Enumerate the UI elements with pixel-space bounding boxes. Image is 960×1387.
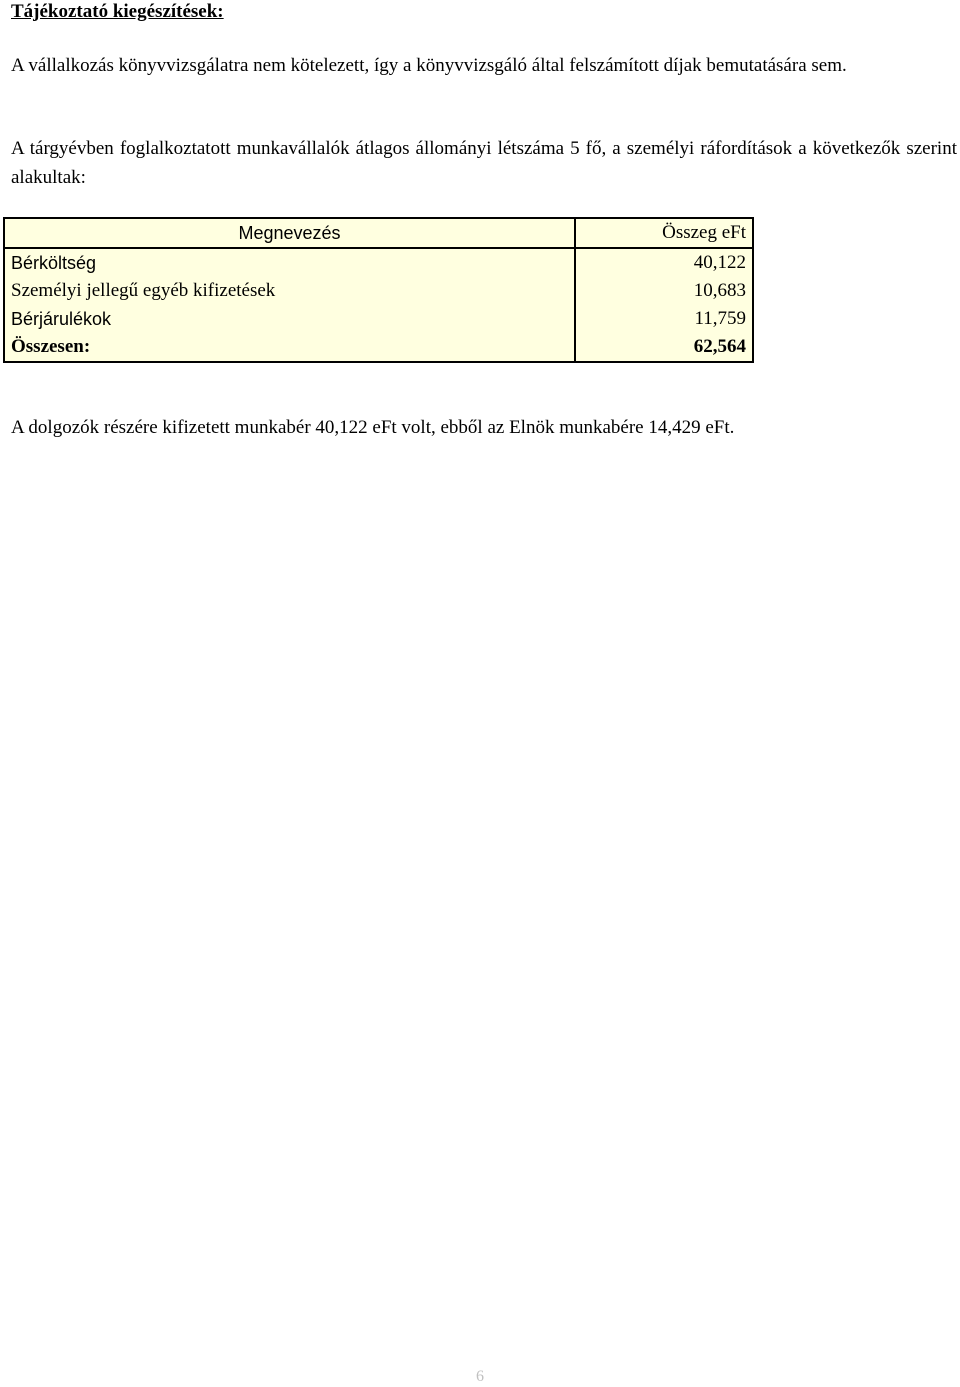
row-name: Bérjárulékok — [4, 305, 575, 333]
table-row — [4, 277, 753, 305]
row-value: 40,122 — [575, 248, 753, 277]
row-value: 10,683 — [575, 277, 753, 305]
wage-paragraph: A dolgozók részére kifizetett munkabér 40,122 eFt volt, ebből az Elnök munkabére 14,429 eFt. — [11, 417, 735, 438]
table-total-row — [4, 333, 753, 362]
audit-paragraph: A vállalkozás könyvvizsgálatra nem kötelezett, így a könyvvizsgáló által felszámított díjak bemutatására sem. — [11, 55, 847, 76]
row-name: Személyi jellegű egyéb kifizetések — [4, 277, 575, 305]
table-row — [4, 248, 753, 277]
total-value: 62,564 — [575, 333, 753, 362]
row-name: Bérköltség — [4, 248, 575, 277]
staff-paragraph: A tárgyévben foglalkoztatott munkavállalók átlagos állományi létszáma 5 fő, a személyi ráfordítások a következők szerint alakultak: — [11, 138, 957, 188]
page-number: 6 — [476, 1368, 484, 1385]
header-amount: Összeg eFt — [575, 218, 753, 248]
header-name: Megnevezés — [4, 218, 575, 248]
table-header-row — [4, 218, 753, 248]
section-heading: Tájékoztató kiegészítések: — [11, 1, 224, 22]
personnel-costs-table — [3, 217, 754, 363]
total-label: Összesen: — [4, 333, 575, 362]
row-value: 11,759 — [575, 305, 753, 333]
table-row — [4, 305, 753, 333]
